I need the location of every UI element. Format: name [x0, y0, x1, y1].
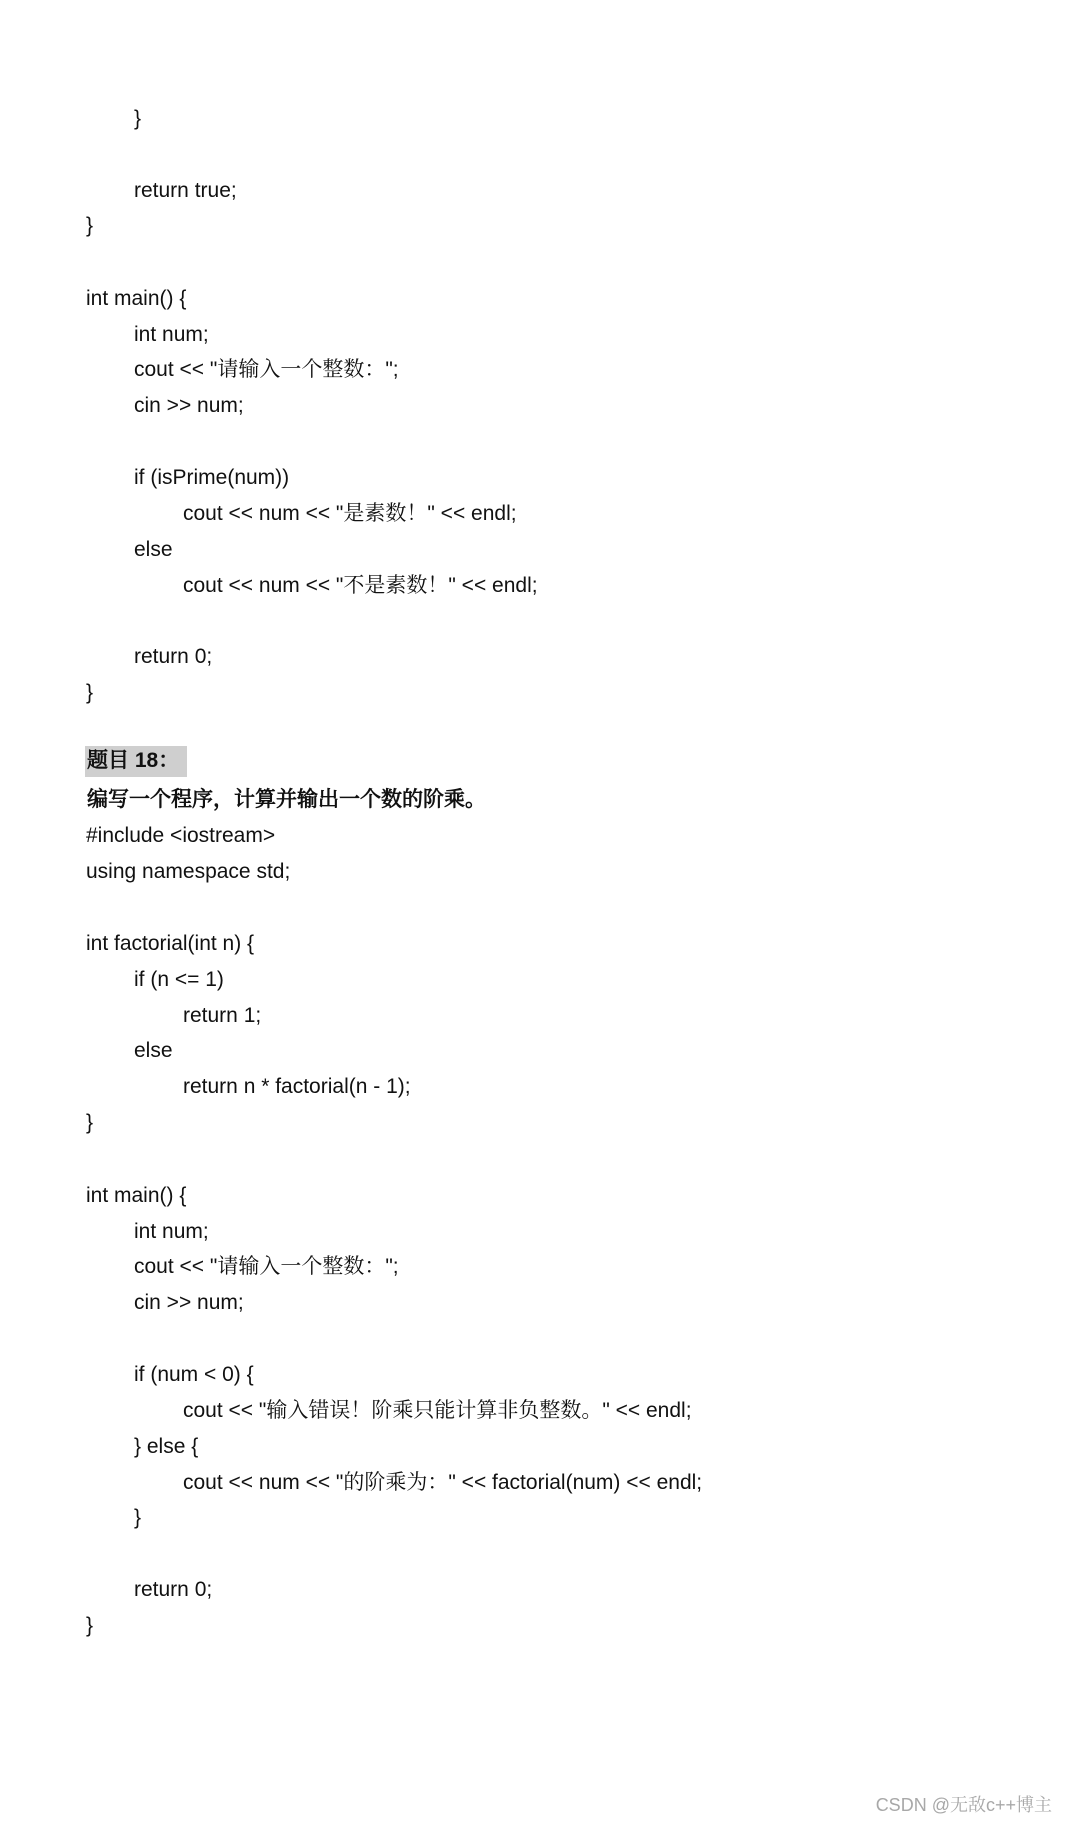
- code-line: }: [134, 1506, 142, 1529]
- code-line: int num;: [134, 1220, 209, 1243]
- csdn-watermark: CSDN @无敌c++博主: [875, 1795, 1052, 1815]
- code-line: cin >> num;: [134, 394, 244, 417]
- code-line: if (n <= 1): [134, 968, 224, 991]
- code-line: }: [134, 107, 142, 130]
- code-line: return 1;: [183, 1004, 262, 1027]
- code-line: int num;: [134, 323, 209, 346]
- code-line: } else {: [134, 1435, 199, 1458]
- code-line: cout << num << "是素数！" << endl;: [183, 502, 517, 525]
- code-line: using namespace std;: [86, 860, 291, 883]
- code-line: cout << "输入错误！阶乘只能计算非负整数。" << endl;: [183, 1399, 692, 1422]
- code-line: }: [86, 681, 94, 704]
- code-line: return 0;: [134, 1578, 213, 1601]
- code-line: }: [86, 1111, 94, 1134]
- code-line: #include <iostream>: [86, 824, 276, 847]
- code-line: return 0;: [134, 645, 213, 668]
- code-line: int main() {: [86, 1184, 187, 1207]
- code-line: int factorial(int n) {: [86, 932, 255, 955]
- problem-heading: 题目 18：: [85, 746, 187, 777]
- code-line: cout << "请输入一个整数：";: [134, 1255, 399, 1278]
- code-line: return n * factorial(n - 1);: [183, 1075, 411, 1098]
- code-line: cout << num << "不是素数！" << endl;: [183, 574, 538, 597]
- code-line: }: [86, 1614, 94, 1637]
- code-line: else: [134, 1039, 173, 1062]
- code-line: int main() {: [86, 287, 187, 310]
- code-line: }: [86, 214, 94, 237]
- code-line: cout << num << "的阶乘为：" << factorial(num) << endl;: [183, 1471, 703, 1494]
- code-line: cout << "请输入一个整数：";: [134, 358, 399, 381]
- code-line: if (isPrime(num)): [134, 466, 290, 489]
- code-line: return true;: [134, 179, 237, 202]
- code-line: cin >> num;: [134, 1291, 244, 1314]
- code-line: else: [134, 538, 173, 561]
- code-line: if (num < 0) {: [134, 1363, 254, 1386]
- problem-description: 编写一个程序，计算并输出一个数的阶乘。: [87, 788, 486, 811]
